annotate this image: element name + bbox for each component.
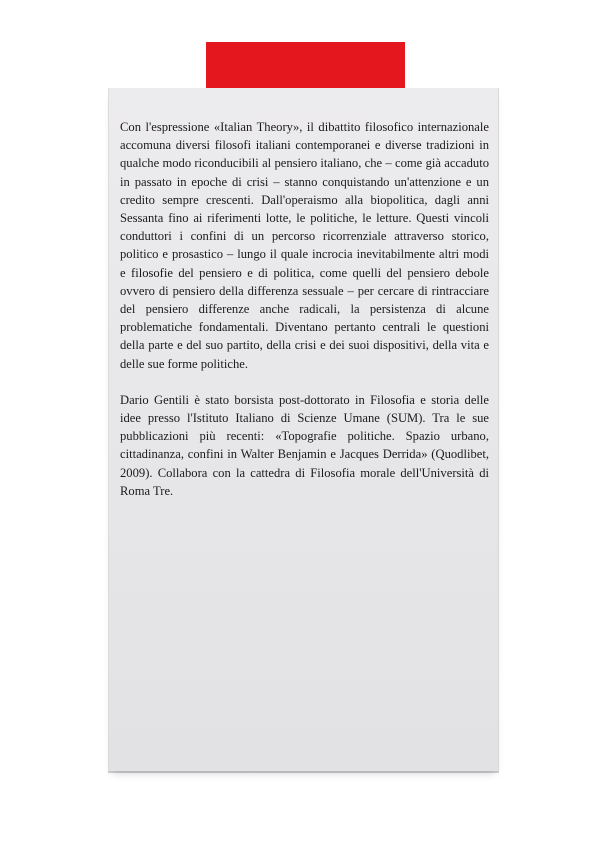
author-bio-paragraph: Dario Gentili è stato borsista post-dottorato in Filosofia e storia delle idee presso l'Istituto Italiano di Scienze Umane (SUM). Tra le sue pubblicazioni più recenti: «Topografie politiche. Spazio urbano, cittadinanza, confini in Walter Benjamin e Jacques Derrida» (Quodlibet, 2009). Collabora con la cattedra di Filosofia morale dell'Università di Roma Tre. — [120, 392, 489, 498]
synopsis-paragraph: Con l'espressione «Italian Theory», il dibattito filosofico internazionale accomuna diversi filosofi italiani contemporanei e diverse tradizioni in qualche modo riconducibili al pensiero italiano, che – come già accaduto in passato in epoche di crisi – stanno conquistando un'attenzione e un credito sempre crescenti. Dall'operaismo alla biopolitica, dagli anni Sessanta fino ai riferimenti lotte, le politiche, le letture. Questi vincoli conduttori i confini di un percorso ricorrenziale attraverso storico, politico e prosastico – lungo il quale incrocia inevitabilmente altri modi e filosofie del pensiero e di politica, come quelli del pensiero debole ovvero di pensiero della differenza sessuale – per cercare di rintracciare del pensiero differenze anche radicali, la persistenza di alcune problematiche fondamentali. Diventano pertanto centrali le questioni della parte e del suo partito, della crisi e dei suoi dispositivi, della vita e delle sue forme politiche. — [120, 120, 489, 371]
back-cover-text — [120, 118, 489, 518]
red-book-band — [206, 42, 405, 94]
